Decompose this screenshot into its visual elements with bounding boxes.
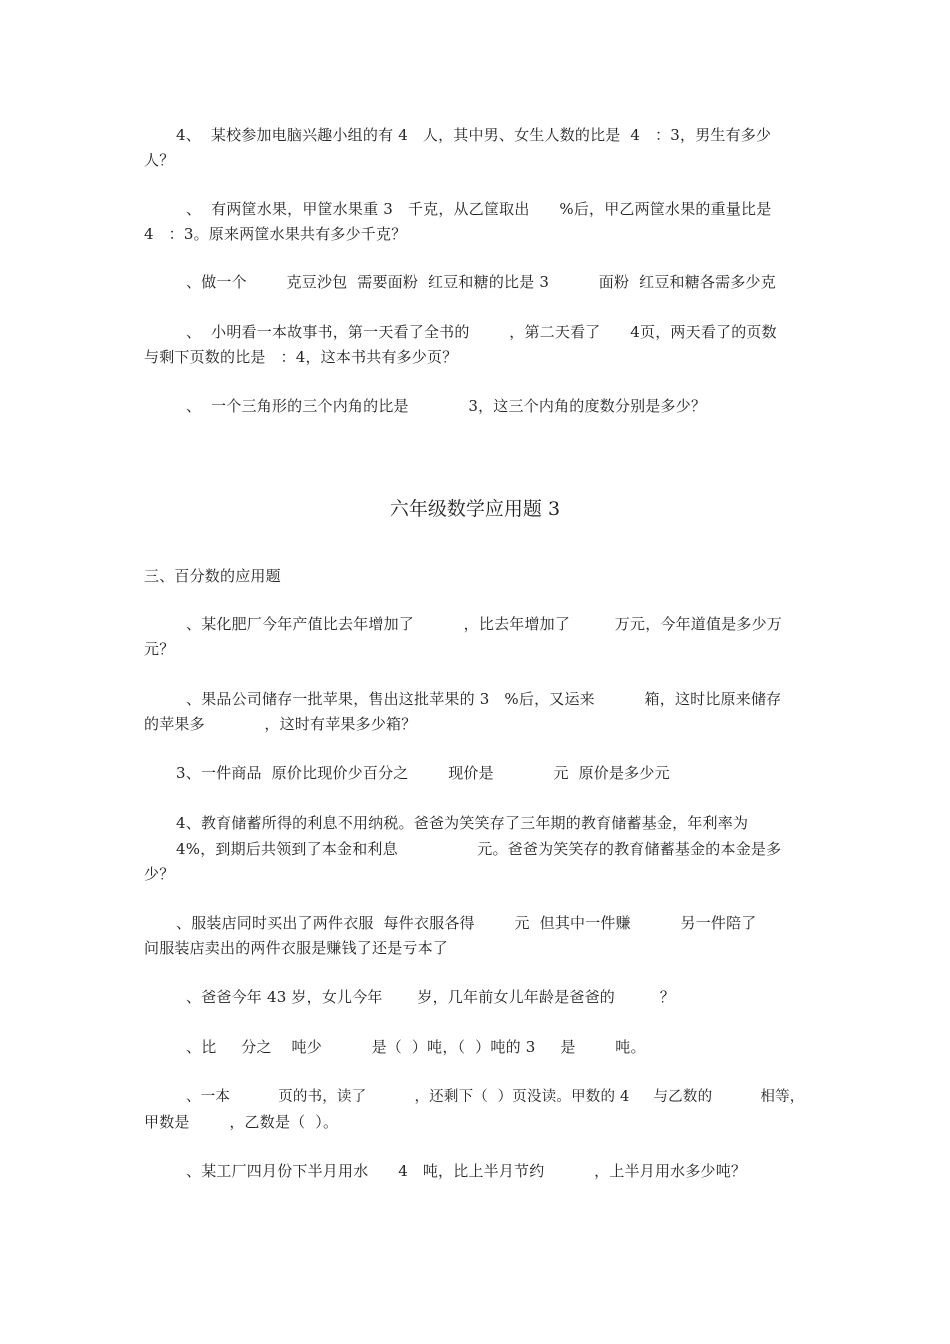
question-4-line-2: 人？ — [144, 151, 175, 169]
question-fruit-line-1: 、 有两筐水果，甲筐水果重 3 千克，从乙筐取出 %后，甲乙两筐水果的重量比是 — [186, 200, 772, 218]
question-s3-1-line-2: 元？ — [144, 640, 175, 658]
question-s3-2-line-1: 、果品公司储存一批苹果，售出这批苹果的 3 %后，又运来 箱，这时比原来储存 — [186, 690, 782, 708]
question-s3-2-line-2: 的苹果多 ，这时有苹果多少箱？ — [144, 715, 417, 733]
question-s3-9-line-1: 、某工厂四月份下半月用水 4 吨，比上半月节约 ，上半月用水多少吨？ — [186, 1162, 747, 1180]
question-fruit-line-2: 4 ：3。原来两筐水果共有多少千克？ — [144, 225, 407, 243]
question-s3-4-line-1: 4、教育储蓄所得的利息不用纳税。爸爸为笑笑存了三年期的教育储蓄基金，年利率为 — [176, 814, 749, 832]
question-book-line-1: 、 小明看一本故事书，第一天看了全书的 ，第二天看了 4页，两天看了的页数 — [186, 323, 777, 341]
section-heading: 三、百分数的应用题 — [144, 567, 281, 585]
question-4-line-1: 4、 某校参加电脑兴趣小组的有 4 人，其中男、女生人数的比是 4 ：3，男生有多少 — [176, 126, 772, 144]
question-s3-6-line-1: 、爸爸今年 43 岁，女儿今年 岁，几年前女儿年龄是爸爸的 ？ — [186, 988, 675, 1006]
question-s3-8-line-2: 甲数是 ，乙数是（ ）。 — [144, 1113, 339, 1131]
question-s3-5-line-2: 问服装店卖出的两件衣服是赚钱了还是亏本了 — [144, 939, 449, 957]
question-s3-7-line-1: 、比 分之 吨少 是（ ）吨，（ ）吨的 3 是 吨。 — [186, 1038, 646, 1056]
question-bun-line-1: 、做一个 克豆沙包 需要面粉 红豆和糖的比是 3 面粉 红豆和糖各需多少克 — [186, 273, 776, 291]
question-s3-3-line-1: 3、一件商品 原价比现价少百分之 现价是 元 原价是多少元 — [176, 764, 670, 782]
question-s3-1-line-1: 、某化肥厂今年产值比去年增加了 ，比去年增加了 万元，今年道值是多少万 — [186, 615, 782, 633]
question-s3-4-line-2: 4%，到期后共领到了本金和利息 元。爸爸为笑笑存的教育储蓄基金的本金是多 — [176, 840, 782, 858]
question-s3-5-line-1: 、服装店同时买出了两件衣服 每件衣服各得 元 但其中一件赚 另一件陪了 — [176, 914, 757, 932]
question-book-line-2: 与剩下页数的比是 ：4，这本书共有多少页？ — [144, 348, 458, 366]
page-title: 六年级数学应用题 3 — [389, 498, 561, 520]
question-s3-8-line-1: 、一本 页的书，读了 ，还剩下（ ）页没读。甲数的 4 与乙数的 相等， — [186, 1089, 805, 1105]
question-s3-4-line-3: 少？ — [144, 865, 175, 883]
question-triangle-line-1: 、 一个三角形的三个内角的比是 3，这三个内角的度数分别是多少？ — [186, 397, 707, 415]
